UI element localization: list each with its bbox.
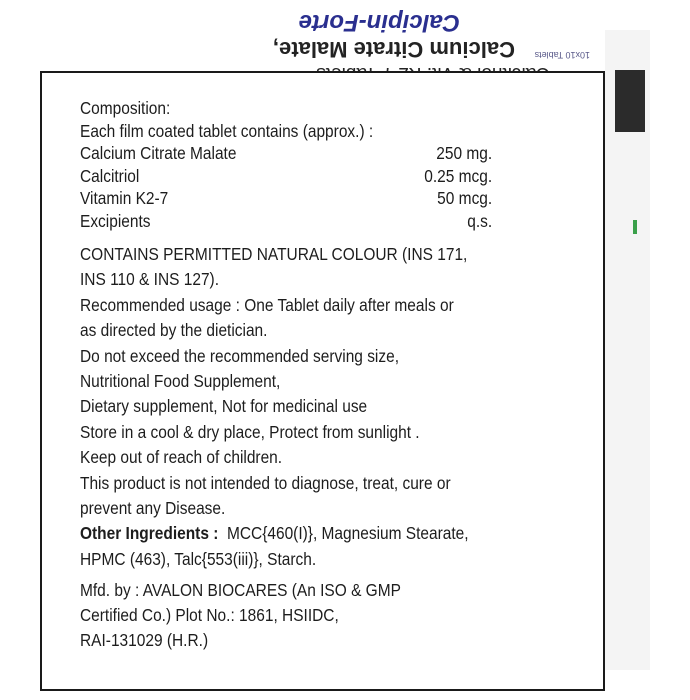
note-line: Recommended usage : One Tablet daily after meals or (80, 294, 454, 315)
top-flap (150, 8, 610, 70)
brand-name: Calcipin-Forte (298, 9, 460, 36)
pack-size: 10x10 Tablets (534, 50, 590, 60)
other-ingredients-label: Other Ingredients : (80, 523, 219, 544)
ingredient-name: Calcium Citrate Malate (80, 143, 237, 163)
side-panel (605, 30, 650, 670)
manufacturer-block (80, 578, 539, 653)
other-ingredients-line (80, 521, 539, 546)
manufacturer-line: Mfd. by : AVALON BIOCARES (An ISO & GMP (80, 580, 401, 601)
note-line: This product is not intended to diagnose, treat, cure or (80, 472, 451, 493)
other-ingredients-line-2: HPMC (463), Talc{553(iii)}, Starch. (80, 548, 317, 569)
note-line: Dietary supplement, Not for medicinal use (80, 396, 368, 417)
composition-intro: Each film coated tablet contains (approx.) : (80, 120, 374, 141)
ingredient-amount: 0.25 mcg. (424, 165, 493, 186)
ingredient-amount: 50 mcg. (437, 188, 493, 208)
ingredient-amount: 250 mg. (436, 143, 493, 163)
side-dark-band (615, 70, 645, 132)
ingredient-name: Calcitriol (80, 165, 140, 186)
ingredient-amount: q.s. (467, 210, 493, 231)
manufacturer-line: RAI-131029 (H.R.) (80, 630, 209, 651)
note-line: as directed by the dietician. (80, 320, 268, 341)
label-text (80, 97, 539, 653)
note-line: INS 110 & INS 127). (80, 269, 220, 290)
manufacturer-line: Certified Co.) Plot No.: 1861, HSIIDC, (80, 605, 339, 626)
ingredient-row (80, 142, 539, 165)
composition-heading: Composition: (80, 98, 171, 118)
note-line: CONTAINS PERMITTED NATURAL COLOUR (INS 171, (80, 244, 468, 264)
product-subtitle: Calcium Citrate Malate, (272, 37, 515, 62)
other-ingredients-text: MCC{460(I)}, Magnesium Stearate, (218, 523, 469, 544)
ingredient-row (80, 165, 539, 188)
note-line: Keep out of reach of children. (80, 447, 283, 468)
note-line: Do not exceed the recommended serving size, (80, 345, 400, 366)
side-green-mark (633, 220, 637, 234)
note-line: prevent any Disease. (80, 497, 226, 518)
ingredient-row (80, 210, 539, 233)
composition-panel (40, 71, 605, 691)
note-line: Nutritional Food Supplement, (80, 370, 281, 391)
composition-heading-row (80, 97, 539, 120)
ingredient-name: Vitamin K2-7 (80, 188, 169, 208)
ingredient-row (80, 187, 539, 210)
composition-intro-row (80, 120, 539, 143)
ingredient-name: Excipients (80, 210, 151, 231)
note-line: Store in a cool & dry place, Protect from sunlight . (80, 421, 420, 442)
